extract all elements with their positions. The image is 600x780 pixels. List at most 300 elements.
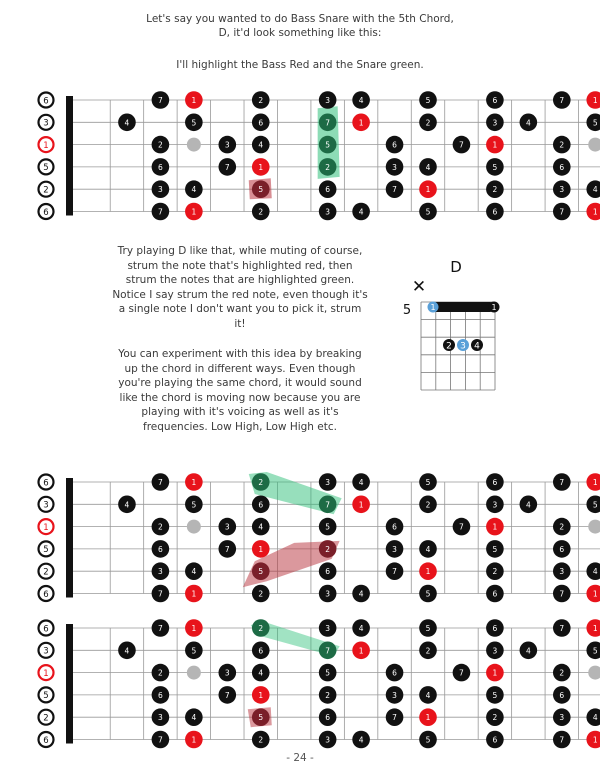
note-dot: [152, 203, 170, 221]
note-dot-label: 4: [191, 713, 197, 723]
note-dot: [486, 203, 504, 221]
note-dot: [185, 731, 203, 749]
note-dot-label: 6: [392, 522, 397, 532]
note-dot-label: 4: [525, 500, 531, 510]
note-dot: [319, 203, 337, 221]
note-dot: [185, 180, 203, 198]
paragraph-1-line: it!: [234, 317, 246, 330]
note-dot: [319, 496, 337, 514]
note-dot: [352, 114, 370, 132]
note-dot: [419, 473, 437, 491]
note-dot-label: 6: [492, 735, 498, 745]
note-dot: [152, 585, 170, 603]
note-dot-label: 7: [158, 96, 163, 105]
note-dot: [386, 180, 404, 198]
string-label-text: 5: [43, 163, 49, 174]
note-dot-label: 7: [559, 735, 565, 745]
note-dot: [219, 540, 237, 558]
intro-line-3: I'll highlight the Bass Red and the Snare green.: [176, 59, 424, 71]
string-label: [39, 497, 54, 512]
note-dot-label: 2: [258, 735, 264, 745]
note-dot-label: 1: [492, 140, 498, 150]
note-dot-label: 7: [224, 690, 230, 700]
nut: [66, 624, 73, 744]
note-dot: [453, 664, 471, 682]
note-dot-label: 1: [191, 735, 197, 745]
note-dot: [520, 496, 538, 514]
note-dot-label: 3: [392, 544, 397, 554]
note-dot-label: 7: [325, 646, 331, 656]
intro-line-1: Let's say you wanted to do Bass Snare with the 5th Chord,: [146, 13, 454, 25]
note-dot: [486, 540, 504, 558]
note-dot-label: 4: [425, 162, 431, 172]
nut: [66, 478, 73, 598]
note-dot-label: 3: [325, 96, 331, 105]
string-label: [39, 137, 54, 152]
note-dot-label: 1: [492, 522, 498, 532]
note-dot: [486, 642, 504, 660]
note-dot: [586, 619, 600, 637]
note-dot-label: 2: [258, 589, 264, 599]
note-dot: [252, 664, 270, 682]
note-dot: [586, 180, 600, 198]
note-dot-label: 1: [358, 118, 364, 128]
string-label: [39, 710, 54, 725]
note-dot: [486, 708, 504, 726]
note-dot: [252, 562, 270, 580]
note-dot-label: 5: [325, 522, 331, 532]
note-dot: [219, 664, 237, 682]
note-dot: [152, 91, 170, 109]
note-dot-label: 1: [191, 478, 197, 487]
note-dot-label: 3: [325, 589, 331, 599]
note-dot-label: 6: [559, 544, 565, 554]
note-dot-label: 4: [191, 185, 197, 195]
note-dot: [152, 686, 170, 704]
note-dot: [319, 158, 337, 176]
note-dot: [152, 518, 170, 536]
note-dot: [386, 540, 404, 558]
note-dot-label: 6: [492, 589, 498, 599]
note-dot: [152, 562, 170, 580]
note-dot-label: 7: [224, 544, 230, 554]
note-dot-circle: [588, 520, 600, 534]
note-dot-label: 5: [425, 624, 431, 633]
finger-label-2: 2: [446, 341, 452, 352]
note-dot-label: 4: [358, 624, 364, 633]
note-dot: [419, 585, 437, 603]
note-dot: [419, 203, 437, 221]
note-dot-label: 4: [258, 140, 264, 150]
note-dot-label: 2: [158, 522, 163, 532]
paragraph-1-line: Notice I say strum the red note, even though it's: [112, 288, 368, 301]
note-dot-label: 4: [258, 668, 264, 678]
note-dot-label: 6: [325, 185, 331, 195]
note-dot-label: 4: [124, 646, 130, 656]
note-dot: [252, 91, 270, 109]
note-dot-label: 4: [358, 96, 364, 105]
note-dot: [588, 520, 600, 534]
note-dot-label: 1: [592, 589, 598, 599]
note-dot-label: 6: [392, 668, 397, 678]
note-dot-label: 7: [559, 624, 565, 633]
note-dot-label: 1: [358, 646, 364, 656]
note-dot-label: 4: [592, 713, 598, 723]
note-dot-label: 3: [325, 478, 331, 487]
note-dot: [319, 136, 337, 154]
note-dot-label: 7: [559, 589, 565, 599]
note-dot: [419, 91, 437, 109]
note-dot: [185, 708, 203, 726]
note-dot: [520, 114, 538, 132]
note-dot: [586, 562, 600, 580]
note-dot-label: 3: [392, 162, 397, 172]
note-dot-label: 2: [492, 567, 498, 577]
string-label-text: 1: [43, 140, 49, 151]
paragraph-2-line: you're playing the same chord, it would sound: [118, 377, 362, 389]
string-label-text: 1: [43, 522, 49, 533]
note-dot-label: 4: [124, 500, 130, 510]
note-dot: [386, 518, 404, 536]
note-dot: [319, 473, 337, 491]
note-dot-label: 5: [425, 96, 431, 105]
note-dot-label: 1: [592, 96, 598, 105]
note-dot: [386, 158, 404, 176]
note-dot-label: 1: [191, 207, 197, 217]
note-dot: [252, 158, 270, 176]
note-dot: [453, 136, 471, 154]
note-dot-label: 1: [258, 544, 264, 554]
note-dot-label: 1: [425, 567, 431, 577]
note-dot: [419, 562, 437, 580]
note-dot: [185, 496, 203, 514]
note-dot: [252, 203, 270, 221]
paragraph-1-line: strum the notes that are highlighted green.: [125, 274, 355, 286]
note-dot-label: 3: [325, 735, 331, 745]
note-dot-label: 6: [258, 646, 264, 656]
note-dot: [486, 664, 504, 682]
note-dot-label: 4: [358, 735, 364, 745]
note-dot: [118, 496, 136, 514]
note-dot-label: 1: [425, 185, 431, 195]
string-label: [39, 564, 54, 579]
note-dot-label: 1: [258, 690, 264, 700]
note-dot: [386, 136, 404, 154]
note-dot-label: 6: [325, 713, 331, 723]
string-label: [39, 586, 54, 601]
note-dot: [352, 473, 370, 491]
note-dot-circle: [187, 520, 201, 534]
note-dot-label: 4: [425, 544, 431, 554]
note-dot: [152, 180, 170, 198]
note-dot: [118, 114, 136, 132]
note-dot-label: 4: [425, 690, 431, 700]
note-dot-label: 5: [492, 690, 498, 700]
string-label: [39, 621, 54, 636]
note-dot: [486, 619, 504, 637]
note-dot-label: 5: [425, 735, 431, 745]
string-label-text: 2: [43, 185, 49, 196]
note-dot-label: 1: [258, 162, 264, 172]
note-dot: [252, 708, 270, 726]
note-dot: [185, 619, 203, 637]
note-dot-label: 1: [592, 207, 598, 217]
note-dot-label: 6: [158, 162, 163, 172]
note-dot: [252, 585, 270, 603]
note-dot-label: 4: [124, 118, 130, 128]
note-dot-label: 5: [425, 207, 431, 217]
string-label-text: 3: [43, 646, 49, 657]
string-label: [39, 115, 54, 130]
note-dot-label: 5: [592, 646, 598, 656]
note-dot: [386, 686, 404, 704]
note-dot: [586, 114, 600, 132]
note-dot-label: 1: [358, 500, 364, 510]
note-dot-label: 7: [224, 162, 230, 172]
note-dot: [319, 664, 337, 682]
note-dot-label: 6: [392, 140, 397, 150]
note-dot-label: 1: [592, 478, 598, 487]
string-label-text: 3: [43, 500, 49, 511]
paragraph-2-line: like the chord is moving now because you are: [119, 391, 361, 404]
note-dot-label: 4: [191, 567, 197, 577]
note-dot: [152, 473, 170, 491]
note-dot-label: 4: [358, 207, 364, 217]
note-dot-label: 6: [258, 118, 264, 128]
note-dot: [553, 473, 571, 491]
note-dot-label: 5: [492, 162, 498, 172]
note-dot: [386, 664, 404, 682]
paragraph-2-line: frequencies. Low High, Low High etc.: [143, 420, 337, 433]
note-dot: [319, 518, 337, 536]
note-dot: [553, 540, 571, 558]
note-dot-label: 2: [559, 140, 565, 150]
note-dot: [419, 642, 437, 660]
note-dot: [319, 642, 337, 660]
string-label: [39, 475, 54, 490]
note-dot: [486, 91, 504, 109]
note-dot: [419, 731, 437, 749]
note-dot-label: 2: [325, 544, 331, 554]
note-dot: [152, 708, 170, 726]
note-dot-label: 4: [592, 185, 598, 195]
note-dot-label: 7: [158, 207, 163, 217]
note-dot: [252, 114, 270, 132]
note-dot: [586, 708, 600, 726]
note-dot-label: 3: [224, 140, 230, 150]
note-dot-label: 4: [358, 478, 364, 487]
note-dot: [553, 664, 571, 682]
note-dot-label: 4: [525, 646, 531, 656]
note-dot-label: 1: [492, 668, 498, 678]
note-dot: [319, 686, 337, 704]
string-label-text: 1: [43, 668, 49, 679]
note-dot-label: 3: [559, 567, 565, 577]
note-dot: [185, 473, 203, 491]
note-dot-label: 6: [559, 162, 565, 172]
note-dot: [553, 180, 571, 198]
note-dot-label: 5: [191, 646, 197, 656]
note-dot: [486, 473, 504, 491]
string-label-text: 6: [43, 589, 49, 600]
note-dot-label: 2: [492, 713, 498, 723]
note-dot-label: 2: [492, 185, 498, 195]
note-dot-label: 3: [224, 522, 230, 532]
string-label: [39, 643, 54, 658]
note-dot: [252, 496, 270, 514]
note-dot-label: 5: [191, 500, 197, 510]
note-dot: [486, 585, 504, 603]
note-dot-label: 3: [158, 713, 163, 723]
note-dot: [187, 520, 201, 534]
note-dot: [553, 731, 571, 749]
fretboard-diagram-3: [30, 612, 598, 752]
note-dot: [185, 562, 203, 580]
note-dot: [419, 158, 437, 176]
note-dot-label: 7: [392, 713, 397, 723]
string-label-text: 6: [43, 735, 49, 746]
note-dot: [252, 518, 270, 536]
note-dot-label: 1: [425, 713, 431, 723]
note-dot-label: 7: [392, 185, 397, 195]
note-dot: [553, 518, 571, 536]
string-label: [39, 182, 54, 197]
note-dot: [486, 114, 504, 132]
string-label-text: 6: [43, 478, 49, 489]
note-dot: [185, 642, 203, 660]
string-label: [39, 204, 54, 219]
barre-start-label: 1: [430, 303, 436, 312]
note-dot: [486, 496, 504, 514]
note-dot-label: 3: [325, 624, 331, 633]
string-label-text: 3: [43, 118, 49, 129]
note-dot-label: 3: [224, 668, 230, 678]
note-dot: [219, 518, 237, 536]
note-dot: [319, 562, 337, 580]
note-dot-label: 6: [492, 207, 498, 217]
note-dot: [586, 91, 600, 109]
note-dot: [152, 540, 170, 558]
note-dot-circle: [187, 666, 201, 680]
note-dot-label: 3: [158, 567, 163, 577]
fretboard-diagram-1: [30, 84, 598, 224]
note-dot-label: 2: [158, 140, 163, 150]
paragraph-1-line: strum the note that's highlighted red, then: [127, 259, 353, 272]
note-dot: [319, 708, 337, 726]
note-dot: [586, 203, 600, 221]
note-dot: [319, 619, 337, 637]
note-dot-label: 3: [492, 646, 498, 656]
note-dot-label: 3: [158, 185, 163, 195]
string-label-text: 2: [43, 713, 49, 724]
note-dot-label: 5: [258, 185, 264, 195]
note-dot: [586, 585, 600, 603]
note-dot: [219, 158, 237, 176]
note-dot-label: 2: [559, 668, 565, 678]
note-dot-label: 4: [592, 567, 598, 577]
note-dot-label: 2: [425, 500, 431, 510]
note-dot-label: 7: [459, 668, 464, 678]
note-dot: [319, 731, 337, 749]
paragraph-1: [110, 244, 370, 331]
note-dot-label: 6: [492, 478, 498, 487]
intro-line-2: D, it'd look something like this:: [218, 27, 382, 39]
note-dot-label: 7: [158, 478, 163, 487]
string-label: [39, 159, 54, 174]
note-dot: [352, 642, 370, 660]
note-dot-label: 7: [392, 567, 397, 577]
note-dot-label: 6: [559, 690, 565, 700]
note-dot: [352, 619, 370, 637]
paragraph-1-line: a single note I don't want you to pick it, strum: [118, 303, 362, 315]
note-dot: [586, 473, 600, 491]
note-dot-label: 1: [191, 96, 197, 105]
note-dot-label: 6: [258, 500, 264, 510]
note-dot-label: 3: [559, 713, 565, 723]
note-dot: [319, 91, 337, 109]
paragraph-1-line: Try playing D like that, while muting of course,: [117, 245, 363, 257]
note-dot-label: 5: [592, 118, 598, 128]
note-dot: [419, 540, 437, 558]
note-dot-label: 5: [425, 589, 431, 599]
note-dot-label: 5: [191, 118, 197, 128]
note-dot: [486, 136, 504, 154]
note-dot-label: 6: [158, 544, 163, 554]
note-dot-label: 5: [258, 713, 264, 723]
note-dot: [319, 114, 337, 132]
note-dot-label: 4: [525, 118, 531, 128]
note-dot: [319, 180, 337, 198]
nut: [66, 96, 73, 216]
note-dot: [118, 642, 136, 660]
string-label-text: 5: [43, 545, 49, 556]
chord-name: D: [450, 258, 462, 276]
note-dot: [553, 203, 571, 221]
note-dot-label: 1: [191, 589, 197, 599]
note-dot-label: 3: [492, 118, 498, 128]
note-dot-label: 6: [325, 567, 331, 577]
note-dot-label: 5: [492, 544, 498, 554]
chord-diagram-d: [390, 252, 520, 397]
note-dot-label: 3: [492, 500, 498, 510]
note-dot: [553, 585, 571, 603]
paragraph-2-line: up the chord in different ways. Even though: [124, 362, 356, 375]
note-dot: [152, 664, 170, 682]
string-label: [39, 519, 54, 534]
note-dot: [419, 686, 437, 704]
note-dot-label: 5: [592, 500, 598, 510]
note-dot: [252, 540, 270, 558]
string-label: [39, 665, 54, 680]
note-dot: [185, 203, 203, 221]
note-dot: [219, 136, 237, 154]
note-dot: [252, 180, 270, 198]
note-dot: [187, 138, 201, 152]
paragraph-2: [110, 347, 370, 434]
note-dot: [586, 642, 600, 660]
note-dot: [553, 708, 571, 726]
note-dot-label: 1: [592, 624, 598, 633]
string-label: [39, 541, 54, 556]
note-dot: [586, 731, 600, 749]
note-dot: [486, 731, 504, 749]
note-dot: [152, 731, 170, 749]
note-dot: [386, 708, 404, 726]
note-dot-label: 2: [425, 118, 431, 128]
note-dot-label: 2: [325, 690, 331, 700]
note-dot: [185, 91, 203, 109]
note-dot: [419, 180, 437, 198]
